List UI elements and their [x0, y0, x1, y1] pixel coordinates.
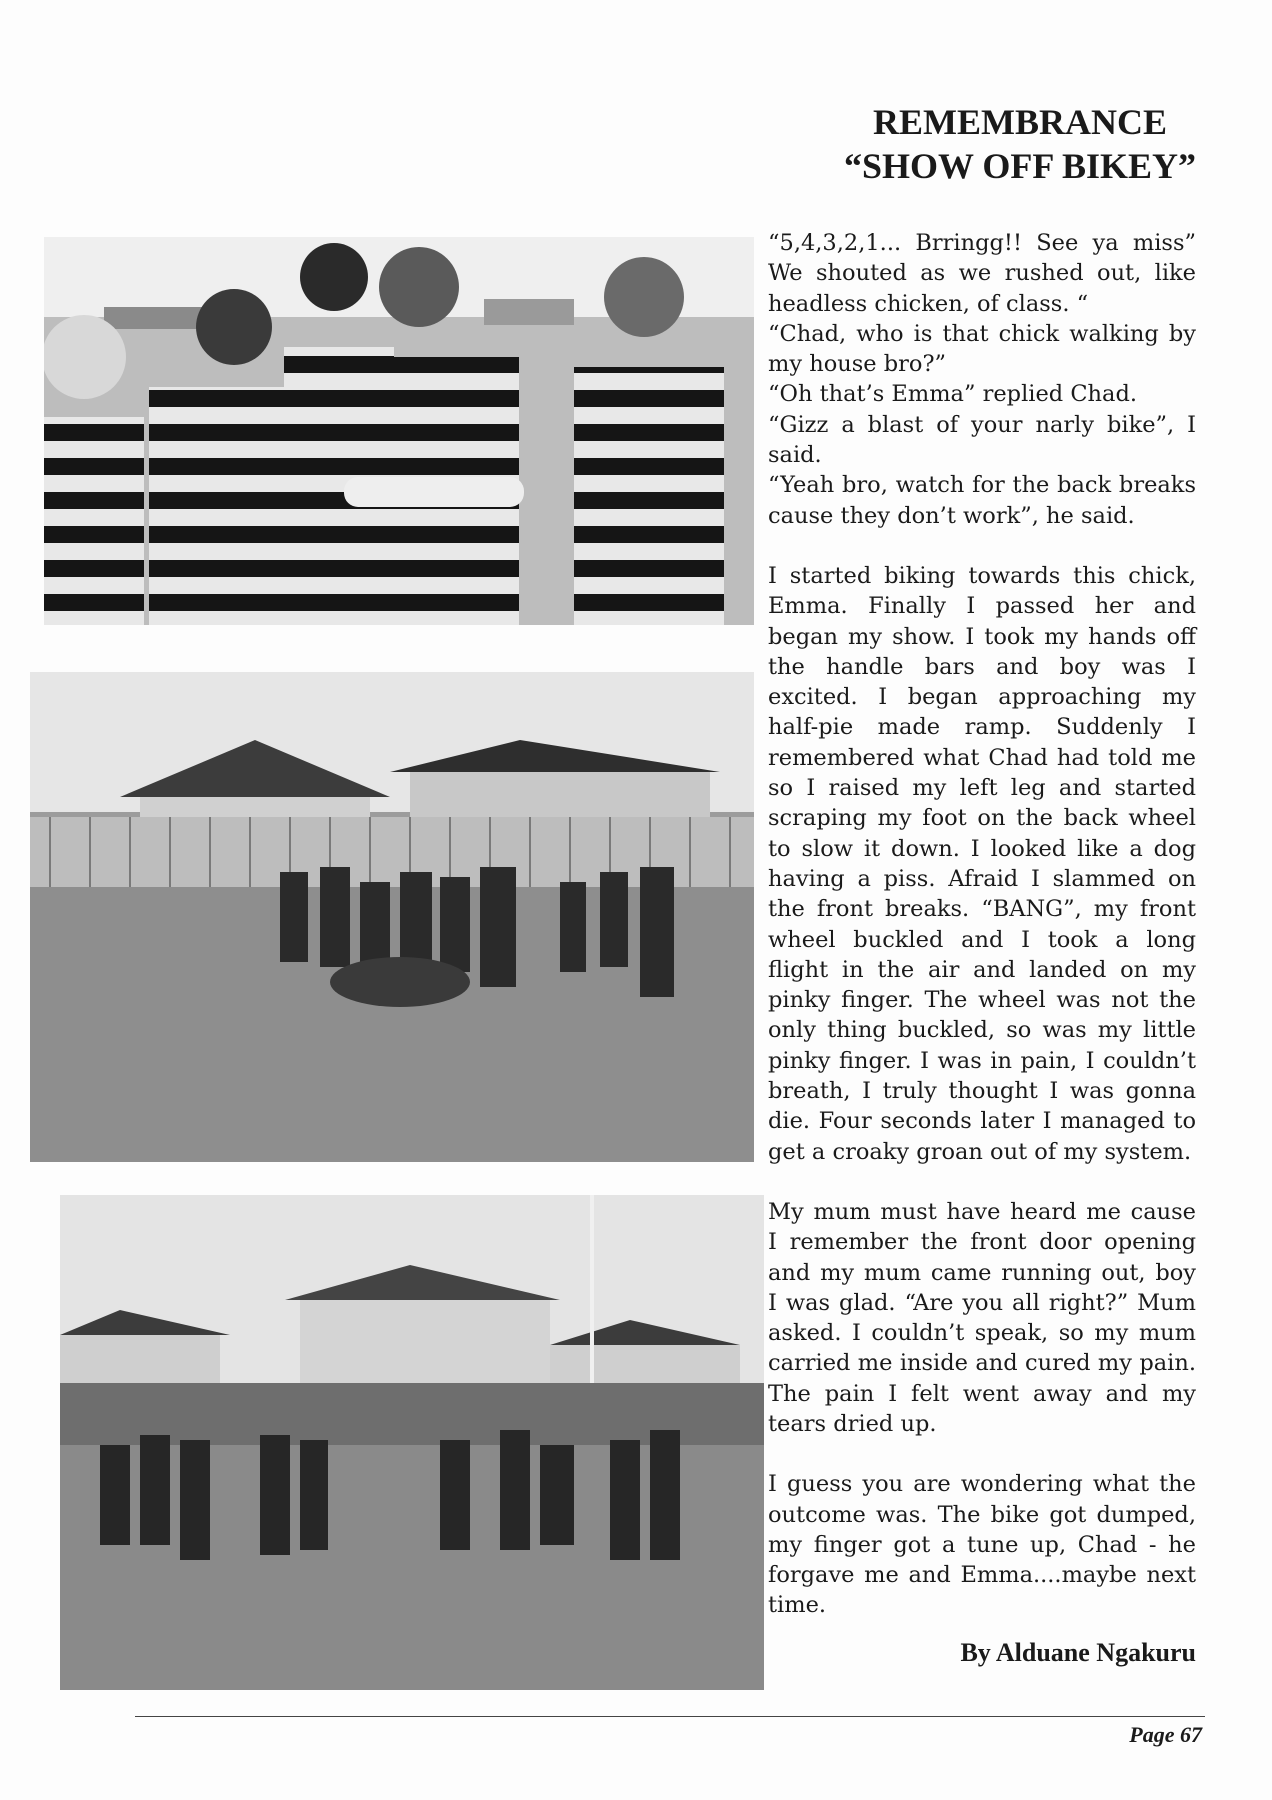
paragraph-dialogue [768, 228, 1196, 531]
paragraph-crash [768, 561, 1196, 1167]
text-line: My mum must have heard me cause I remember the front door opening and my mum came running out, boy I was glad. “Are you all right?” Mum asked. I couldn’t speak, so my mum carried me inside and cured my pain. The pain I felt went away and my tears dried up. [768, 1198, 1196, 1437]
photo-rugby-players-standing [44, 237, 754, 625]
paragraph-mum [768, 1197, 1196, 1439]
text-line: “Chad, who is that chick walking by my house bro?” [768, 320, 1196, 378]
text-line: I started biking towards this chick, Emma. Finally I passed her and began my show. I took my hands off the handle bars and boy was I excited. I began approaching my half-pie made ramp. Suddenly I remembered what Chad had told me so I raised my left leg and started scraping my foot on the back wheel to slow it down. I looked like a dog having a piss. Afraid I slammed on the front breaks. “BANG”, my front wheel buckled and I took a long flight in the air and landed on my pinky finger. The wheel was not the only thing buckled, so was my little pinky finger. I was in pain, I couldn’t breath, I truly thought I was gonna die. Four seconds later I managed to get a croaky groan out of my system. [768, 562, 1196, 1165]
text-line: “Oh that’s Emma” replied Chad. [768, 381, 1138, 408]
title-line-2: “SHOW OFF BIKEY” [843, 146, 1197, 186]
photo-rugby-ruck [30, 672, 754, 1162]
text-line: “Yeah bro, watch for the back breaks cause they don’t work”, he said. [768, 472, 1196, 529]
text-line: “5,4,3,2,1... Brringg!! See ya miss” We shouted as we rushed out, like headless chicken, of class. “ [768, 230, 1196, 317]
text-line: I guess you are wondering what the outcome was. The bike got dumped, my finger got a tune up, Chad - he forgave me and Emma....maybe next time. [768, 1471, 1196, 1619]
text-line: “Gizz a blast of your narly bike”, I said. [768, 411, 1196, 469]
byline: By Alduane Ngakuru [960, 1638, 1196, 1667]
page-number: Page 67 [1129, 1722, 1202, 1747]
article-title [760, 100, 1272, 188]
title-line-1: REMEMBRANCE [873, 102, 1167, 142]
paragraph-outcome [768, 1469, 1196, 1620]
footer-rule [135, 1716, 1205, 1717]
article-body [768, 228, 1196, 1651]
photo-rugby-match-field [60, 1195, 764, 1690]
